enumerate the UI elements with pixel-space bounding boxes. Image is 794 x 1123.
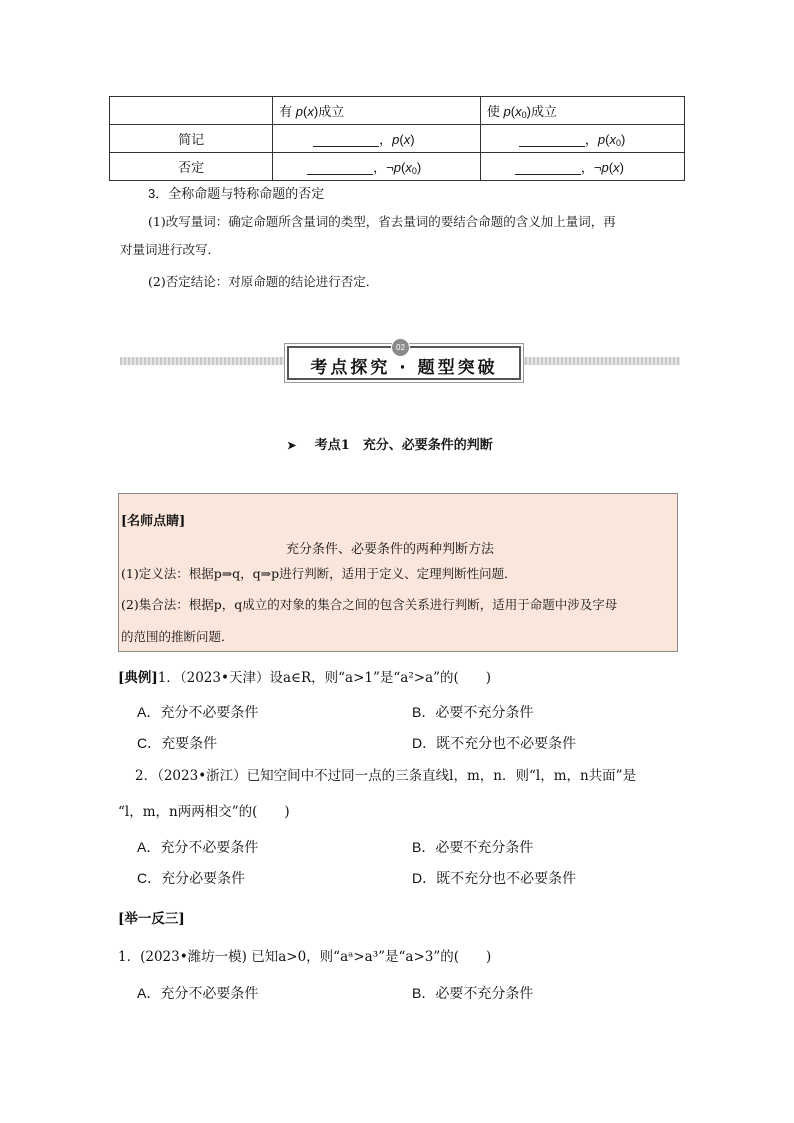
- table-cell: ，$p(x_0)$: [480, 125, 684, 153]
- table-row-label: 简记: [110, 125, 273, 153]
- banner-rule-left: [120, 357, 287, 365]
- option-b[interactable]: B．必要不充分条件: [412, 704, 534, 720]
- table-header-exists-some: 使 $p(x_0)$成立: [480, 97, 684, 125]
- tip-line: (2)集合法：根据p，q成立的对象的集合之间的包含关系进行判断，适用于命题中涉及字母: [121, 597, 618, 612]
- example-q2-stem: “l，m，n两两相交”的( ): [118, 804, 290, 820]
- table-header-exists-all: 有 p(x)成立: [273, 97, 481, 125]
- paragraph: (2)否定结论：对原命题的结论进行否定．: [148, 274, 379, 289]
- practice-label: [举一反三]: [118, 911, 185, 927]
- tip-box: [118, 493, 678, 652]
- answer-blank[interactable]: [313, 134, 379, 147]
- answer-blank[interactable]: [519, 134, 585, 147]
- table-cell: ，¬p(x): [480, 153, 684, 181]
- table-header-row: [110, 97, 685, 125]
- tip-line: (1)定义法：根据p⇒q，q⇒p进行判断，适用于定义、定理判断性问题．: [121, 566, 517, 581]
- tip-label: [名师点睛]: [121, 514, 186, 529]
- option-c[interactable]: C．充要条件: [137, 735, 218, 751]
- option-d[interactable]: D．既不充分也不必要条件: [412, 735, 577, 751]
- banner-rule-right: [517, 357, 680, 365]
- example-q1-stem: [典例]1．（2023•天津）设a∈R，则“a>1”是“a²>a”的( ): [118, 670, 492, 686]
- tip-line: 的范围的推断问题．: [121, 629, 234, 644]
- answer-blank[interactable]: [515, 162, 581, 175]
- option-a[interactable]: A．充分不必要条件: [137, 985, 259, 1001]
- answer-blank[interactable]: [307, 162, 373, 175]
- table-cell: ，$\neg p(x_0)$: [273, 153, 481, 181]
- table-row: [110, 125, 685, 153]
- table-row-label: 否定: [110, 153, 273, 181]
- paragraph: 对量词进行改写．: [120, 242, 221, 257]
- banner-title: 考点探究 · 题型突破: [310, 358, 498, 378]
- topic-title: ➤ 考点1 充分、必要条件的判断: [287, 438, 493, 453]
- option-a[interactable]: A．充分不必要条件: [137, 704, 259, 720]
- example-q2-stem: 2．（2023•浙江）已知空间中不过同一点的三条直线l，m，n．则“l，m，n共面”是: [135, 768, 637, 784]
- table-cell: [110, 97, 273, 125]
- option-a[interactable]: A．充分不必要条件: [137, 839, 259, 855]
- option-b[interactable]: B．必要不充分条件: [412, 839, 534, 855]
- option-d[interactable]: D．既不充分也不必要条件: [412, 870, 577, 886]
- arrow-icon: ➤: [287, 439, 297, 452]
- practice-q1-stem: 1．(2023•潍坊一模) 已知a>0，则“aᵃ>a³”是“a>3”的( ): [118, 949, 492, 965]
- banner-badge: 02: [391, 338, 410, 357]
- table-cell: ，p(x): [273, 125, 481, 153]
- option-c[interactable]: C．充分必要条件: [137, 870, 246, 886]
- section-heading: 3．全称命题与特称命题的否定: [148, 186, 325, 201]
- table-row: [110, 153, 685, 181]
- tip-title: 充分条件、必要条件的两种判断方法: [286, 541, 495, 556]
- paragraph: (1)改写量词：确定命题所含量词的类型，省去量词的要结合命题的含义加上量词，再: [148, 214, 616, 229]
- quantifier-table: [109, 96, 685, 181]
- option-b[interactable]: B．必要不充分条件: [412, 985, 534, 1001]
